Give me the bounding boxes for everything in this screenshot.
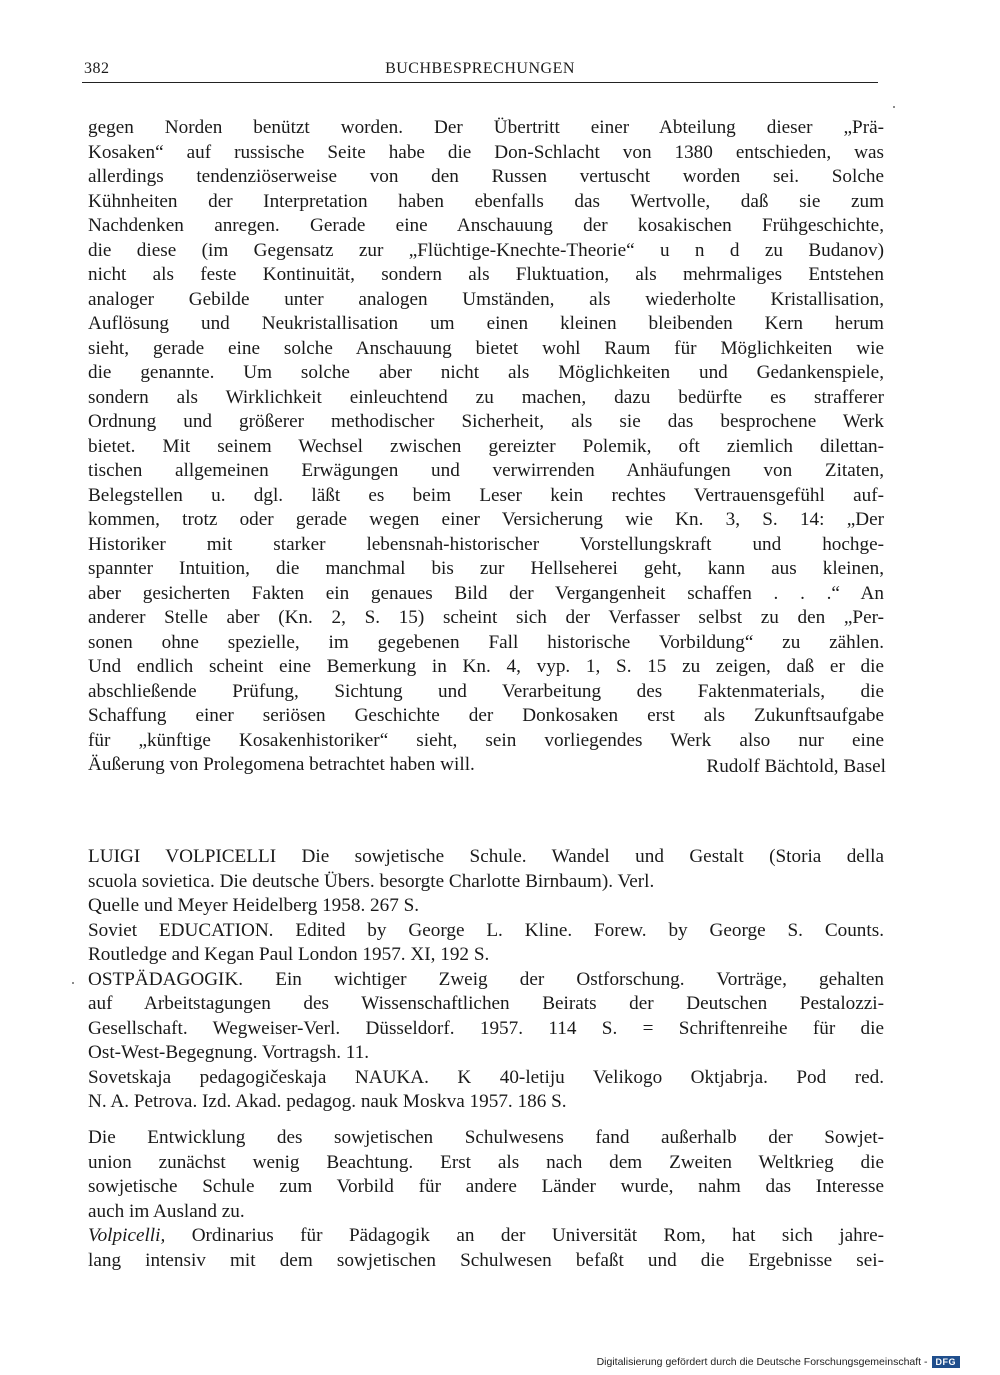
bibliography-line: LUIGI VOLPICELLI Die sowjetische Schule. Wandel und Gestalt (Storia della bbox=[88, 846, 884, 867]
text-line: kommen, trotz oder gerade wegen einer Versicherung wie Kn. 3, S. 14: „Der bbox=[88, 509, 884, 530]
text-line: Kühnheiten der Interpretation haben ebenfalls das Wertvolle, daß sie zum bbox=[88, 190, 884, 212]
credit-text: Digitalisierung gefördert durch die Deutsche Forschungsgemeinschaft - bbox=[596, 1356, 928, 1368]
text-line: sondern als Wirklichkeit einleuchtend zu machen, dazu bedürfte es strafferer bbox=[88, 386, 884, 408]
text-line: anderer Stelle aber (Kn. 2, S. 15) scheint sich der Verfasser selbst zu den „Per- bbox=[88, 607, 884, 628]
bibliography-line: auf Arbeitstagungen des Wissenschaftlichen Beirats der Deutschen Pestalozzi- bbox=[88, 993, 884, 1014]
dfg-logo: DFG bbox=[932, 1356, 961, 1368]
text-line: die genannte. Um solche aber nicht als Möglichkeiten und Gedankenspiele, bbox=[88, 362, 884, 383]
bibliography-line: Sovetskaja pedagogičeskaja NAUKA. K 40-letiju Velikogo Oktjabrja. Pod red. bbox=[88, 1066, 884, 1088]
text-line: Nachdenken anregen. Gerade eine Anschauung der kosakischen Frühgeschichte, bbox=[88, 215, 884, 236]
review-opening bbox=[88, 1126, 884, 1273]
review-continuation bbox=[88, 116, 884, 778]
text-line: Schaffung einer seriösen Geschichte der Donkosaken erst als Zukunftsaufgabe bbox=[88, 705, 884, 726]
text-line: tischen allgemeinen Erwägungen und verwirrenden Anhäufungen von Zitaten, bbox=[88, 460, 884, 481]
bibliography-line: Routledge and Kegan Paul London 1957. XI, 192 S. bbox=[88, 944, 490, 965]
text-line: auch im Ausland zu. bbox=[88, 1200, 245, 1222]
bibliography-line: Gesellschaft. Wegweiser-Verl. Düsseldorf. 1957. 114 S. = Schriftenreihe für die bbox=[88, 1017, 884, 1039]
text-line: union zunächst wenig Beachtung. Erst als nach dem Zweiten Weltkrieg die bbox=[88, 1151, 884, 1173]
text-line: analoger Gebilde unter analogen Umständen, als wiederholte Kristallisation, bbox=[88, 288, 884, 310]
reviewer-signature: Rudolf Bächtold, Basel bbox=[706, 756, 886, 777]
author-name: Volpicelli, bbox=[88, 1225, 166, 1246]
text-line: Die Entwicklung des sowjetischen Schulwesens fand außerhalb der Sowjet- bbox=[88, 1127, 884, 1148]
text-line: allerdings tendenziöserweise von den Russen vertuscht worden sei. Solche bbox=[88, 166, 884, 187]
text-line: abschließende Prüfung, Sichtung und Verarbeitung des Faktenmaterials, die bbox=[88, 680, 884, 702]
text-line: Äußerung von Prolegomena betrachtet haben will. bbox=[88, 754, 475, 775]
bibliography-line: scuola sovietica. Die deutsche Übers. besorgte Charlotte Birnbaum). Verl. bbox=[88, 870, 655, 892]
text-line: nicht als feste Kontinuität, sondern als Fluktuation, als mehrmaliges Entstehen bbox=[88, 264, 884, 285]
bibliography-line: N. A. Petrova. Izd. Akad. pedagog. nauk Moskva 1957. 186 S. bbox=[88, 1091, 567, 1112]
closing-line bbox=[88, 753, 884, 778]
text-line: Auflösung und Neukristallisation um einen kleinen bleibenden Kern herum bbox=[88, 313, 884, 334]
bibliography-line: Ost-West-Begegnung. Vortragsh. 11. bbox=[88, 1042, 370, 1063]
bibliography-line: OSTPÄDAGOGIK. Ein wichtiger Zweig der Ostforschung. Vorträge, gehalten bbox=[88, 968, 884, 990]
text-line: Historiker mit starker lebensnah-historischer Vorstellungskraft und hochge- bbox=[88, 533, 884, 555]
text-line: Kosaken“ auf russische Seite habe die Don-Schlacht von 1380 entschieden, was bbox=[88, 141, 884, 163]
text-line: Volpicelli, Ordinarius für Pädagogik an der Universität Rom, hat sich jahre- bbox=[88, 1225, 884, 1246]
digitization-credit bbox=[597, 1356, 960, 1368]
bibliography-block bbox=[88, 845, 884, 1115]
text-line: Und endlich scheint eine Bemerkung in Kn. 4, vyp. 1, S. 15 zu zeigen, daß er die bbox=[88, 656, 884, 677]
margin-mark bbox=[72, 982, 74, 984]
margin-mark bbox=[893, 106, 895, 108]
text-line: bietet. Mit seinem Wechsel zwischen gereizter Polemik, oft ziemlich dilettan- bbox=[88, 435, 884, 457]
text-line: für „künftige Kosakenhistoriker“ sieht, sein vorliegendes Werk also nur eine bbox=[88, 729, 884, 751]
text-line: sonen ohne spezielle, im gegebenen Fall historische Vorbildung“ zu zählen. bbox=[88, 631, 884, 653]
text-line: gegen Norden benützt worden. Der Übertritt einer Abteilung dieser „Prä- bbox=[88, 117, 884, 138]
page-header bbox=[82, 58, 878, 83]
text-line: aber gesicherten Fakten ein genaues Bild der Vergangenheit schaffen . . .“ An bbox=[88, 582, 884, 604]
text-line: sieht, gerade eine solche Anschauung bietet wohl Raum für Möglichkeiten wie bbox=[88, 337, 884, 359]
text-line: Ordnung und größerer methodischer Sicherheit, als sie das besprochene Werk bbox=[88, 411, 884, 432]
page-number: 382 bbox=[84, 60, 110, 77]
text-line: die diese (im Gegensatz zur „Flüchtige-Knechte-Theorie“ u n d zu Budanov) bbox=[88, 239, 884, 261]
running-head: BUCHBESPRECHUNGEN bbox=[385, 60, 575, 77]
bibliography-line: Quelle und Meyer Heidelberg 1958. 267 S. bbox=[88, 895, 420, 916]
bibliography-line: Soviet EDUCATION. Edited by George L. Kline. Forew. by George S. Counts. bbox=[88, 919, 884, 941]
text-line: Belegstellen u. dgl. läßt es beim Leser kein rechtes Vertrauensgefühl auf- bbox=[88, 484, 884, 506]
text-line: spannter Intuition, die manchmal bis zur Hellseherei geht, kann aus kleinen, bbox=[88, 558, 884, 579]
text-line: sowjetische Schule zum Vorbild für andere Länder wurde, nahm das Interesse bbox=[88, 1176, 884, 1197]
text-line: lang intensiv mit dem sowjetischen Schulwesen befaßt und die Ergebnisse sei- bbox=[88, 1249, 884, 1271]
